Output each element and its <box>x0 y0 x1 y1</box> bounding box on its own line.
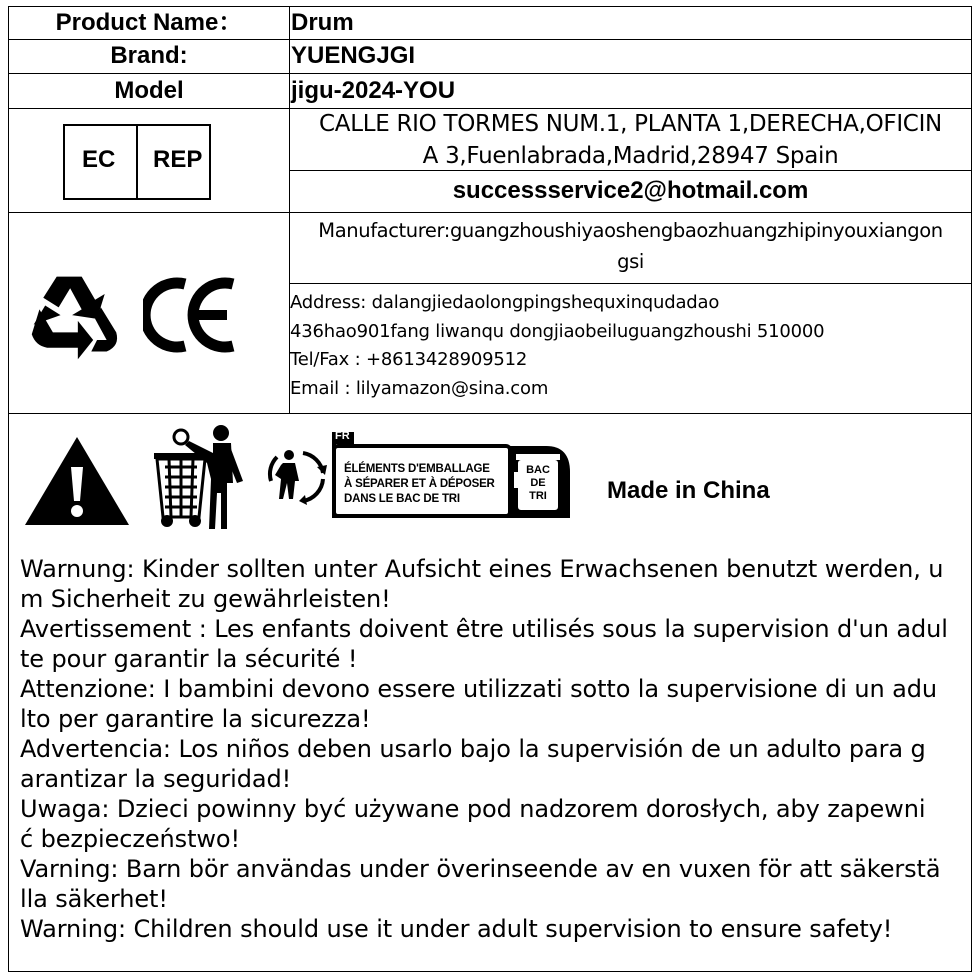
warning-line: Avertissement : Les enfants doivent être utilisés sous la supervision d'un adul <box>20 615 948 643</box>
manufacturer-line1: Manufacturer:guangzhoushiyaoshengbaozhuangzhipinyouxiangon <box>318 219 943 242</box>
info-tri-logo <box>332 432 572 518</box>
manufacturer-line2: gsi <box>617 250 644 273</box>
row-divider <box>9 413 971 414</box>
made-in-china: Made in China <box>607 477 770 504</box>
warning-line: te pour garantir la sécurité ! <box>20 645 358 673</box>
ec-rep-divider <box>136 126 138 198</box>
ec-rep-email: successservice2@hotmail.com <box>452 177 809 204</box>
warning-triangle-icon <box>23 435 131 527</box>
ec-rep-address-line1: CALLE RIO TORMES NUM.1, PLANTA 1,DERECHA,OFICIN <box>319 111 942 137</box>
warning-line: Warning: Children should use it under adult supervision to ensure safety! <box>20 915 893 943</box>
recycle-icon <box>25 269 123 365</box>
row-divider <box>9 73 971 74</box>
ec-rep-address-line2: A 3,Fuenlabrada,Madrid,28947 Spain <box>422 143 839 169</box>
info-tri-line2: À SÉPARER ET À DÉPOSER <box>344 478 495 490</box>
warnings-block <box>20 554 972 954</box>
warning-line: ć bezpieczeństwo! <box>20 825 241 853</box>
info-tri-line3: DANS LE BAC DE TRI <box>344 493 460 505</box>
info-tri-line1: ÉLÉMENTS D'EMBALLAGE <box>344 463 490 475</box>
ec-rep-address <box>290 108 971 170</box>
info-tri-bin3: TRI <box>529 490 547 502</box>
product-name-value: Drum <box>291 9 354 36</box>
ec-rep-symbol <box>63 124 211 200</box>
warning-line: arantizar la seguridad! <box>20 765 292 793</box>
ec-text: EC <box>82 146 116 173</box>
warning-line: Varning: Barn bör användas under överinseende av en vuxen för att säkerstä <box>20 855 941 883</box>
warning-line: lla säkerhet! <box>20 885 168 913</box>
model-label: Model <box>114 77 184 104</box>
warning-line: m Sicherheit zu gewährleisten! <box>20 585 391 613</box>
manufacturer-name <box>290 215 971 281</box>
row-divider <box>289 283 971 284</box>
triman-icon <box>267 447 327 505</box>
row-divider <box>9 212 971 213</box>
info-tri-country: FR <box>335 430 350 442</box>
rep-text: REP <box>153 146 203 173</box>
warning-line: lto per garantire la sicurezza! <box>20 705 371 733</box>
brand-value: YUENGJGI <box>291 42 416 69</box>
product-name-label: Product Name： <box>55 9 243 36</box>
warning-line: Uwaga: Dzieci powinny być używane pod nadzorem dorosłych, aby zapewni <box>20 795 926 823</box>
warning-line: Warnung: Kinder sollten unter Aufsicht eines Erwachsenen benutzt werden, u <box>20 555 944 583</box>
model-value: jigu-2024-YOU <box>291 77 456 104</box>
manufacturer-email: Email : lilyamazon@sina.com <box>290 377 549 399</box>
info-tri-bin <box>518 464 558 503</box>
brand-label: Brand: <box>110 42 188 69</box>
manufacturer-telfax: Tel/Fax : +8613428909512 <box>290 349 528 370</box>
manufacturer-contact <box>289 289 970 411</box>
warning-line: Advertencia: Los niños deben usarlo bajo la supervisión de un adulto para g <box>20 735 926 763</box>
product-label-sheet <box>8 6 972 972</box>
manufacturer-address-line1: Address: dalangjiedaolongpingshequxinqudadao <box>290 292 720 313</box>
info-tri-text <box>344 462 495 507</box>
warning-line: Attenzione: I bambini devono essere utilizzati sotto la supervisione di un adu <box>20 675 937 703</box>
info-tri-bin1: BAC <box>526 464 550 476</box>
weee-bin-icon <box>151 423 245 531</box>
info-tri-bin2: DE <box>530 477 546 489</box>
ce-mark-icon <box>143 272 239 358</box>
manufacturer-address-line2: 436hao901fang liwanqu dongjiaobeiluguangzhoushi 510000 <box>290 320 825 342</box>
